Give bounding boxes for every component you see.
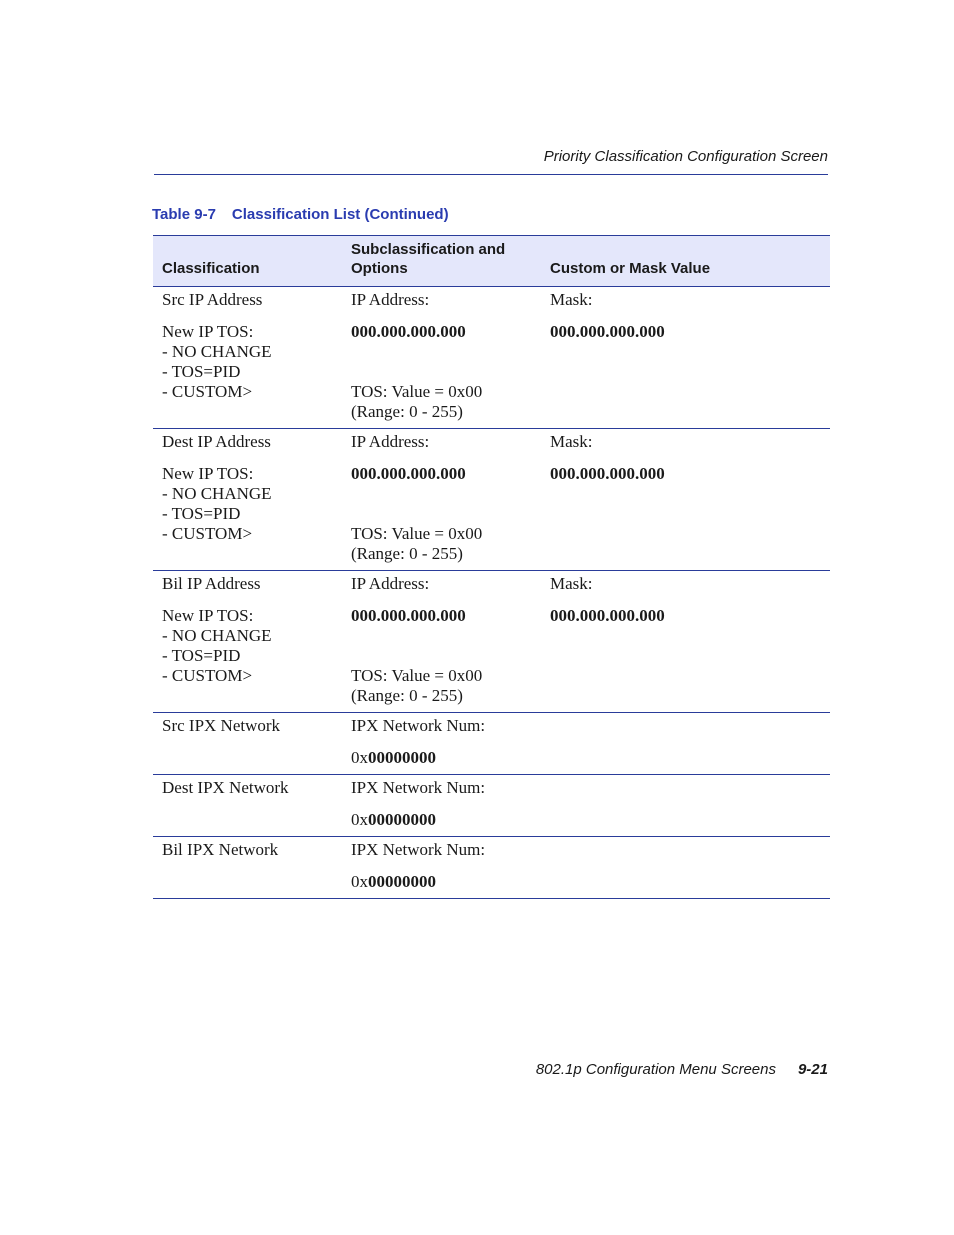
mask-cell	[541, 713, 830, 775]
mask-label: Mask:	[550, 432, 593, 451]
mask-value: 000.000.000.000	[550, 464, 665, 483]
subclassification-cell	[342, 713, 541, 775]
mask-value: 000.000.000.000	[550, 322, 665, 341]
table-header-row	[153, 236, 830, 287]
mask-value: 000.000.000.000	[550, 606, 665, 625]
sub-value: 000.000.000.000	[351, 464, 466, 483]
tos-option: - CUSTOM>	[162, 524, 253, 543]
tos-option: - CUSTOM>	[162, 382, 253, 401]
network-num-value	[351, 810, 533, 830]
hex-prefix: 0x	[351, 748, 368, 767]
column-header-classification: Classification	[153, 236, 342, 287]
tos-range: (Range: 0 - 255)	[351, 686, 463, 705]
tos-label: New IP TOS:	[162, 322, 254, 341]
network-num-value	[351, 872, 533, 892]
tos-label: New IP TOS:	[162, 464, 254, 483]
page-number: 9-21	[797, 1061, 828, 1078]
sub-label: IPX Network Num:	[351, 840, 486, 859]
table-number: Table 9-7	[152, 206, 216, 223]
network-num-value	[351, 748, 533, 768]
classification-table	[153, 235, 830, 899]
hex-digits: 00000000	[368, 748, 436, 767]
mask-cell	[541, 571, 830, 713]
header-rule	[154, 174, 828, 175]
table-row	[153, 775, 830, 837]
classification-name: Dest IP Address	[162, 432, 271, 451]
sub-label: IP Address:	[351, 432, 430, 451]
hex-prefix: 0x	[351, 810, 368, 829]
hex-digits: 00000000	[368, 872, 436, 891]
sub-label: IPX Network Num:	[351, 778, 486, 797]
mask-cell	[541, 837, 830, 899]
tos-option: - TOS=PID	[162, 646, 241, 665]
sub-value: 000.000.000.000	[351, 322, 466, 341]
tos-value: TOS: Value = 0x00	[351, 524, 483, 543]
table-row	[153, 429, 830, 571]
hex-prefix: 0x	[351, 872, 368, 891]
classification-name: Bil IPX Network	[162, 840, 279, 859]
page-footer	[154, 1061, 828, 1078]
table-title: Classification List (Continued)	[231, 206, 449, 223]
classification-cell	[153, 713, 342, 775]
table-row	[153, 713, 830, 775]
tos-value: TOS: Value = 0x00	[351, 382, 483, 401]
sub-label: IP Address:	[351, 574, 430, 593]
table-caption	[152, 206, 449, 223]
classification-name: Dest IPX Network	[162, 778, 289, 797]
subclassification-cell	[342, 775, 541, 837]
mask-label: Mask:	[550, 574, 593, 593]
classification-name: Src IP Address	[162, 290, 263, 309]
subclassification-cell	[342, 429, 541, 571]
classification-cell	[153, 571, 342, 713]
column-header-subclassification: Subclassification and Options	[342, 236, 541, 287]
tos-option: - TOS=PID	[162, 362, 241, 381]
sub-value: 000.000.000.000	[351, 606, 466, 625]
tos-option: - CUSTOM>	[162, 666, 253, 685]
mask-cell	[541, 429, 830, 571]
tos-option: - NO CHANGE	[162, 342, 272, 361]
subclassification-cell	[342, 571, 541, 713]
tos-option: - TOS=PID	[162, 504, 241, 523]
classification-cell	[153, 837, 342, 899]
classification-cell	[153, 775, 342, 837]
tos-range: (Range: 0 - 255)	[351, 544, 463, 563]
table-row	[153, 837, 830, 899]
mask-label: Mask:	[550, 290, 593, 309]
mask-cell	[541, 775, 830, 837]
classification-cell	[153, 429, 342, 571]
hex-digits: 00000000	[368, 810, 436, 829]
sub-label: IPX Network Num:	[351, 716, 486, 735]
tos-range: (Range: 0 - 255)	[351, 402, 463, 421]
classification-name: Src IPX Network	[162, 716, 281, 735]
table-row	[153, 287, 830, 429]
tos-option: - NO CHANGE	[162, 626, 272, 645]
classification-name: Bil IP Address	[162, 574, 261, 593]
running-header: Priority Classification Configuration Screen	[543, 148, 828, 165]
tos-label: New IP TOS:	[162, 606, 254, 625]
subclassification-cell	[342, 837, 541, 899]
classification-cell	[153, 287, 342, 429]
subclassification-cell	[342, 287, 541, 429]
table-row	[153, 571, 830, 713]
sub-label: IP Address:	[351, 290, 430, 309]
column-header-custom-mask: Custom or Mask Value	[541, 236, 830, 287]
tos-value: TOS: Value = 0x00	[351, 666, 483, 685]
mask-cell	[541, 287, 830, 429]
tos-option: - NO CHANGE	[162, 484, 272, 503]
footer-section-title: 802.1p Configuration Menu Screens	[535, 1061, 776, 1078]
